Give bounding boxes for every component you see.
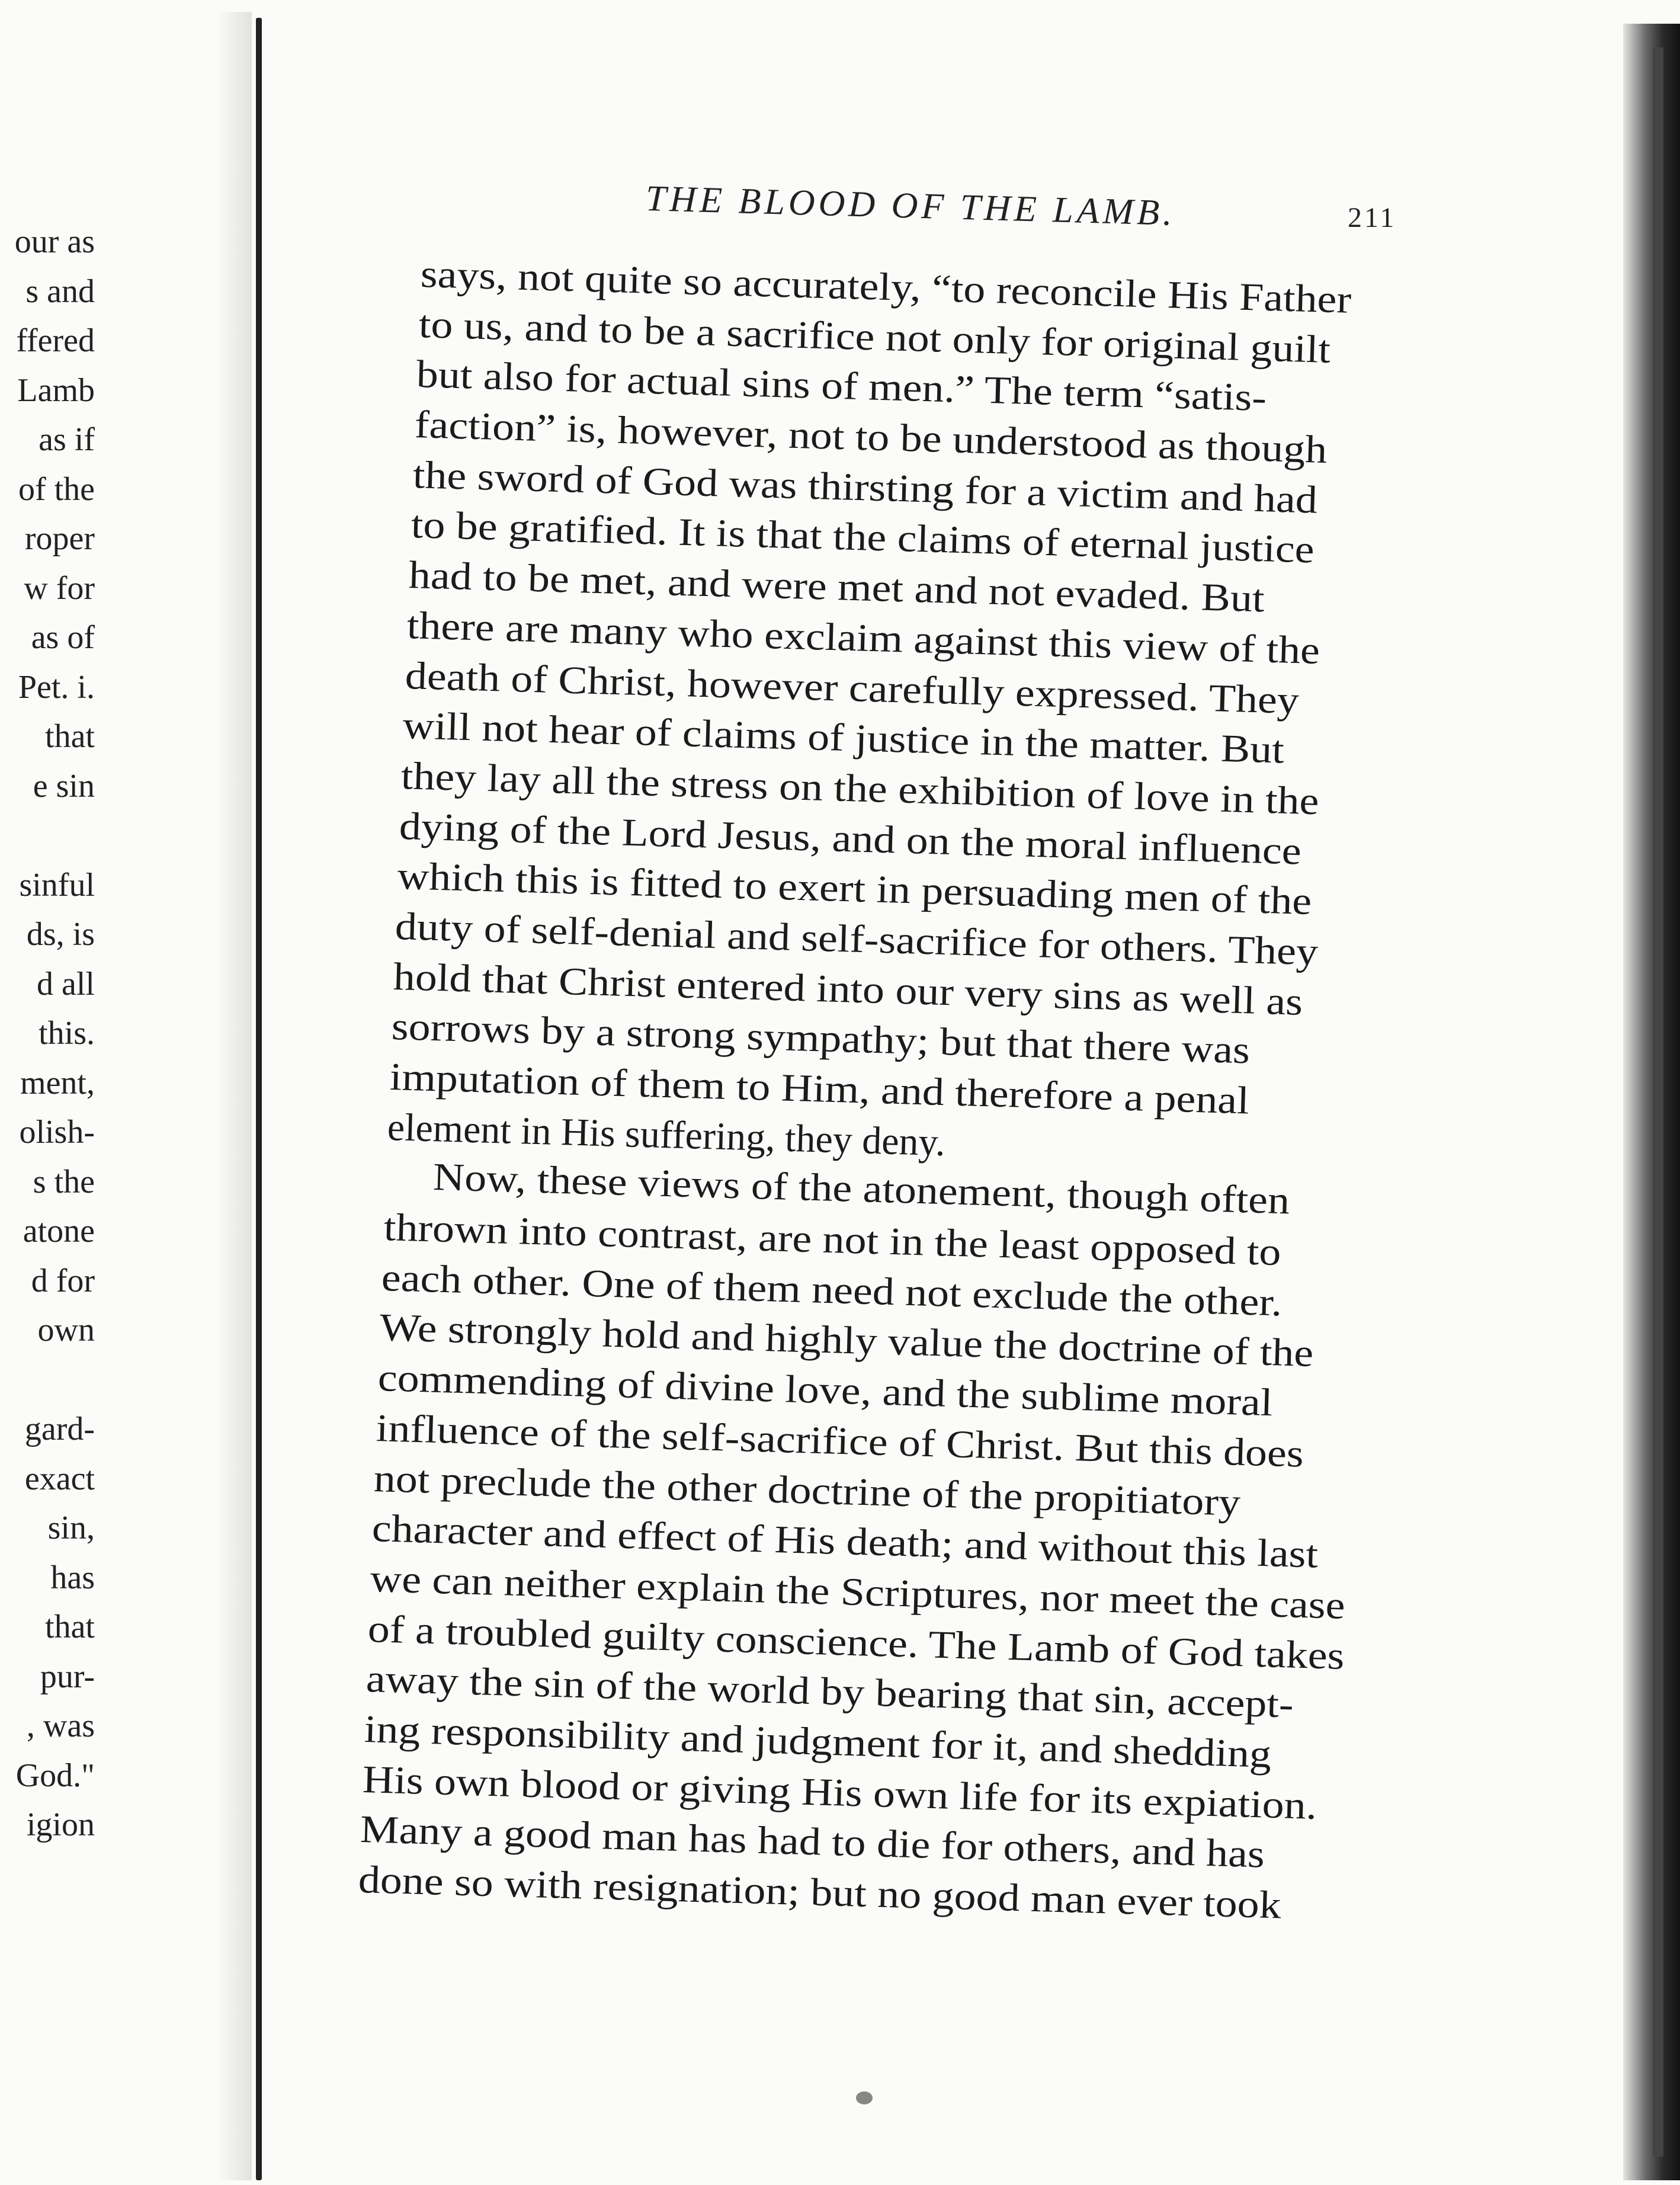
body-line: to be gratified. It is that the claims of eternal justice bbox=[410, 503, 1315, 572]
body-line: each other. One of them need not exclude the other. bbox=[381, 1255, 1283, 1325]
left-page-line: of the bbox=[18, 470, 95, 508]
body-line: away the sin of the world by bearing that sin, accept- bbox=[366, 1657, 1294, 1726]
body-line: influence of the self-sacrifice of Christ. But this does bbox=[375, 1406, 1304, 1476]
left-page-line: , was bbox=[26, 1707, 95, 1744]
body-line: but also for actual sins of men.” The term “satis- bbox=[416, 353, 1268, 420]
left-page-line: sinful bbox=[19, 866, 95, 904]
left-page-line: d for bbox=[31, 1262, 95, 1299]
body-line: there are many who exclaim against this view of the bbox=[406, 603, 1321, 672]
left-page-line: roper bbox=[24, 520, 95, 557]
left-page-line: w for bbox=[24, 569, 95, 607]
left-page-line: s and bbox=[25, 273, 95, 310]
body-line: which this is fitted to exert in persuading men of the bbox=[396, 854, 1312, 924]
body-line: thrown into contrast, are not in the least opposed to bbox=[383, 1206, 1282, 1274]
left-page-line: exact bbox=[24, 1460, 95, 1497]
body-line: had to be met, and were met and not evaded. But bbox=[408, 553, 1265, 621]
left-page-line: as of bbox=[31, 619, 95, 656]
left-page-line: s the bbox=[33, 1163, 95, 1200]
body-line: character and effect of His death; and without this last bbox=[371, 1507, 1319, 1577]
left-page-line: ds, is bbox=[26, 916, 95, 953]
body-line: not preclude the other doctrine of the propitiatory bbox=[373, 1456, 1242, 1524]
left-page-line: d all bbox=[37, 965, 95, 1002]
body-line: Many a good man has had to die for others, and has bbox=[360, 1808, 1266, 1876]
left-page-line: gard- bbox=[24, 1411, 95, 1447]
body-line: duty of self-denial and self-sacrifice for others. They bbox=[395, 904, 1319, 974]
body-line: says, not quite so accurately, “to reconcile His Father bbox=[419, 252, 1352, 322]
left-page-line: that bbox=[45, 718, 95, 755]
left-page-line: our as bbox=[14, 223, 95, 260]
page-number: 211 bbox=[1348, 202, 1397, 233]
body-line: of a troubled guilty conscience. The Lamb of God takes bbox=[367, 1607, 1345, 1678]
body-line: the sword of God was thirsting for a victim and had bbox=[412, 453, 1318, 522]
body-line: element in His suffering, they deny. bbox=[387, 1105, 947, 1164]
body-line: hold that Christ entered into our very sins as well as bbox=[393, 954, 1304, 1024]
body-line: imputation of them to Him, and therefore a penal bbox=[389, 1055, 1250, 1123]
body-line: Now, these views of the atonement, though often bbox=[432, 1155, 1290, 1223]
left-page-line: has bbox=[50, 1559, 95, 1596]
body-line: they lay all the stress on the exhibition of love in the bbox=[400, 754, 1320, 824]
body-line: commending of divine love, and the sublime moral bbox=[377, 1356, 1274, 1425]
left-page-line: ffered bbox=[16, 322, 95, 359]
body-line: ing responsibility and judgment for it, and shedding bbox=[363, 1707, 1272, 1776]
body-line: will not hear of claims of justice in the matter. But bbox=[402, 704, 1285, 772]
body-line: His own blood or giving His own life for its expiation. bbox=[361, 1757, 1317, 1828]
left-page-line: Pet. i. bbox=[18, 668, 95, 706]
left-page-line: God." bbox=[15, 1757, 95, 1794]
left-page-line: that bbox=[45, 1609, 95, 1645]
body-line: sorrows by a strong sympathy; but that there was bbox=[390, 1005, 1251, 1072]
left-page-line: this. bbox=[39, 1015, 95, 1052]
body-line: dying of the Lord Jesus, and on the moral influence bbox=[398, 804, 1302, 873]
left-page-line: Lamb bbox=[17, 371, 95, 409]
body-line: to us, and to be a sacrifice not only for original guilt bbox=[418, 302, 1331, 371]
body-line: done so with resignation; but no good man ever took bbox=[357, 1858, 1282, 1927]
body-line: we can neither explain the Scriptures, nor meet the case bbox=[369, 1556, 1346, 1627]
left-page-line: atone bbox=[23, 1213, 95, 1250]
left-page-line: pur- bbox=[40, 1658, 95, 1695]
left-page-line: as if bbox=[39, 421, 95, 458]
body-line: faction” is, however, not to be understood as though bbox=[414, 403, 1328, 472]
left-page-line: sin, bbox=[47, 1510, 95, 1546]
left-page-line: own bbox=[37, 1312, 95, 1348]
left-page-line: igion bbox=[26, 1806, 95, 1843]
body-line: We strongly hold and highly value the doctrine of the bbox=[379, 1306, 1314, 1376]
left-page-line: ment, bbox=[20, 1064, 95, 1101]
running-title: THE BLOOD OF THE LAMB. bbox=[645, 178, 1176, 233]
left-page-line: olish- bbox=[19, 1114, 95, 1151]
ink-smudge bbox=[856, 2091, 873, 2104]
body-line: death of Christ, however carefully expressed. They bbox=[404, 653, 1300, 722]
left-page-line: e sin bbox=[33, 767, 95, 805]
